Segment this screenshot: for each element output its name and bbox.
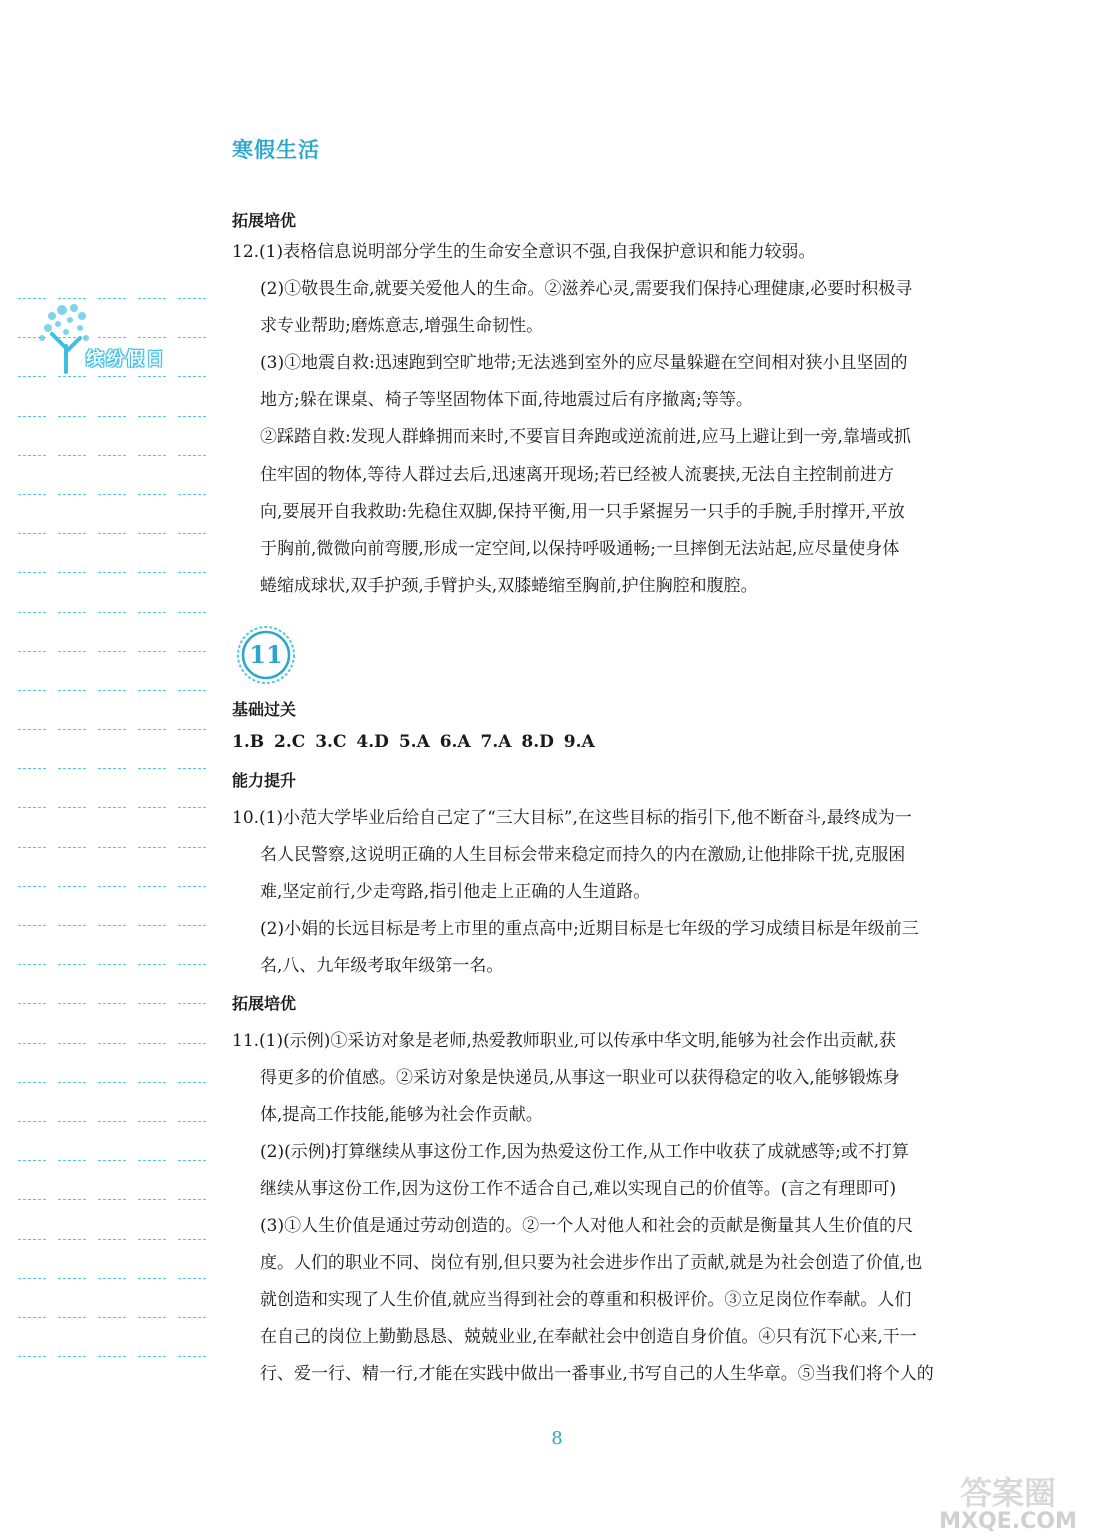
answer-line: 蜷缩成球状,双手护颈,手臂护头,双膝蜷缩至胸前,护住胸腔和腹腔。: [260, 576, 758, 596]
multiple-choice-answers: 1.B 2.C 3.C 4.D 5.A 6.A 7.A 8.D 9.A: [232, 732, 595, 752]
answer-line: (2)(示例)打算继续从事这份工作,因为热爱这份工作,从工作中收获了成就感等;或不打算: [260, 1142, 909, 1162]
section-title-ability: 能力提升: [232, 771, 297, 790]
answer-line: 继续从事这份工作,因为这份工作不适合自己,难以实现自己的价值等。(言之有理即可): [260, 1179, 897, 1199]
answer-line: 名人民警察,这说明正确的人生目标会带来稳定而持久的内在激励,让他排除干扰,克服困: [260, 845, 906, 865]
section-title-extension-2: 拓展培优: [232, 994, 297, 1013]
answer-line: 在自己的岗位上勤勤恳恳、兢兢业业,在奉献社会中创造自身价值。④只有沉下心来,干一: [260, 1327, 917, 1347]
answer-line: 体,提高工作技能,能够为社会作贡献。: [260, 1105, 543, 1125]
lesson-number: 11: [249, 640, 283, 669]
answer-line: 于胸前,微微向前弯腰,形成一定空间,以保持呼吸通畅;一旦摔倒无法站起,应尽量使身体: [260, 539, 900, 559]
answer-line: 向,要展开自我救助:先稳住双脚,保持平衡,用一只手紧握另一只手的手腕,手肘撑开,平放: [260, 502, 905, 522]
answer-line: 地方;躲在课桌、椅子等坚固物体下面,待地震过后有序撤离;等等。: [260, 390, 753, 410]
answer-line: 求专业帮助;磨炼意志,增强生命韧性。: [260, 316, 544, 336]
sidebar-dashed-lines: [18, 298, 218, 1395]
watermark-logo: [908, 1470, 1108, 1532]
svg-text:答案圈: 答案圈: [959, 1474, 1057, 1512]
answer-line: 度。人们的职业不同、岗位有别,但只要为社会进步作出了贡献,就是为社会创造了价值,也: [260, 1253, 923, 1273]
answer-line: (3)①地震自救:迅速跑到空旷地带;无法逃到室外的应尽量躲避在空间相对狭小且坚固的: [260, 353, 908, 373]
page-number: 8: [551, 1428, 563, 1449]
section-title-extension: 拓展培优: [232, 211, 297, 230]
section-title-basic: 基础过关: [232, 700, 297, 719]
answer-line: 10.(1)小范大学毕业后给自己定了“三大目标”,在这些目标的指引下,他不断奋斗,最终成为一: [232, 808, 912, 828]
answer-line: 就创造和实现了人生价值,就应当得到社会的尊重和积极评价。③立足岗位作奉献。人们: [260, 1290, 912, 1310]
sidebar-logo-text: 缤纷假日: [86, 349, 166, 370]
answer-line: (2)①敬畏生命,就要关爱他人的生命。②滋养心灵,需要我们保持心理健康,必要时积极寻: [260, 279, 913, 299]
answer-line: (2)小娟的长远目标是考上市里的重点高中;近期目标是七年级的学习成绩目标是年级前三: [260, 919, 919, 939]
answer-line: ②踩踏自救:发现人群蜂拥而来时,不要盲目奔跑或逆流前进,应马上避让到一旁,靠墙或抓: [260, 427, 911, 447]
answer-line: 12.(1)表格信息说明部分学生的生命安全意识不强,自我保护意识和能力较弱。: [232, 242, 816, 262]
answer-line: 得更多的价值感。②采访对象是快递员,从事这一职业可以获得稳定的收入,能够锻炼身: [260, 1068, 900, 1088]
svg-text:MXQE.COM: MXQE.COM: [939, 1509, 1077, 1532]
answer-line: 住牢固的物体,等待人群过去后,迅速离开现场;若已经被人流裹挟,无法自主控制前进方: [260, 465, 894, 485]
answer-line: 名,八、九年级考取年级第一名。: [260, 956, 504, 976]
answer-line: 行、爱一行、精一行,才能在实践中做出一番事业,书写自己的人生华章。⑤当我们将个人的: [260, 1364, 934, 1384]
section-header-title: 寒假生活: [232, 138, 320, 162]
answer-line: (3)①人生价值是通过劳动创造的。②一个人对他人和社会的贡献是衡量其人生价值的尺: [260, 1216, 914, 1236]
answer-line: 11.(1)(示例)①采访对象是老师,热爱教师职业,可以传承中华文明,能够为社会作出贡献,获: [232, 1031, 896, 1051]
answer-line: 难,坚定前行,少走弯路,指引他走上正确的人生道路。: [260, 882, 651, 902]
